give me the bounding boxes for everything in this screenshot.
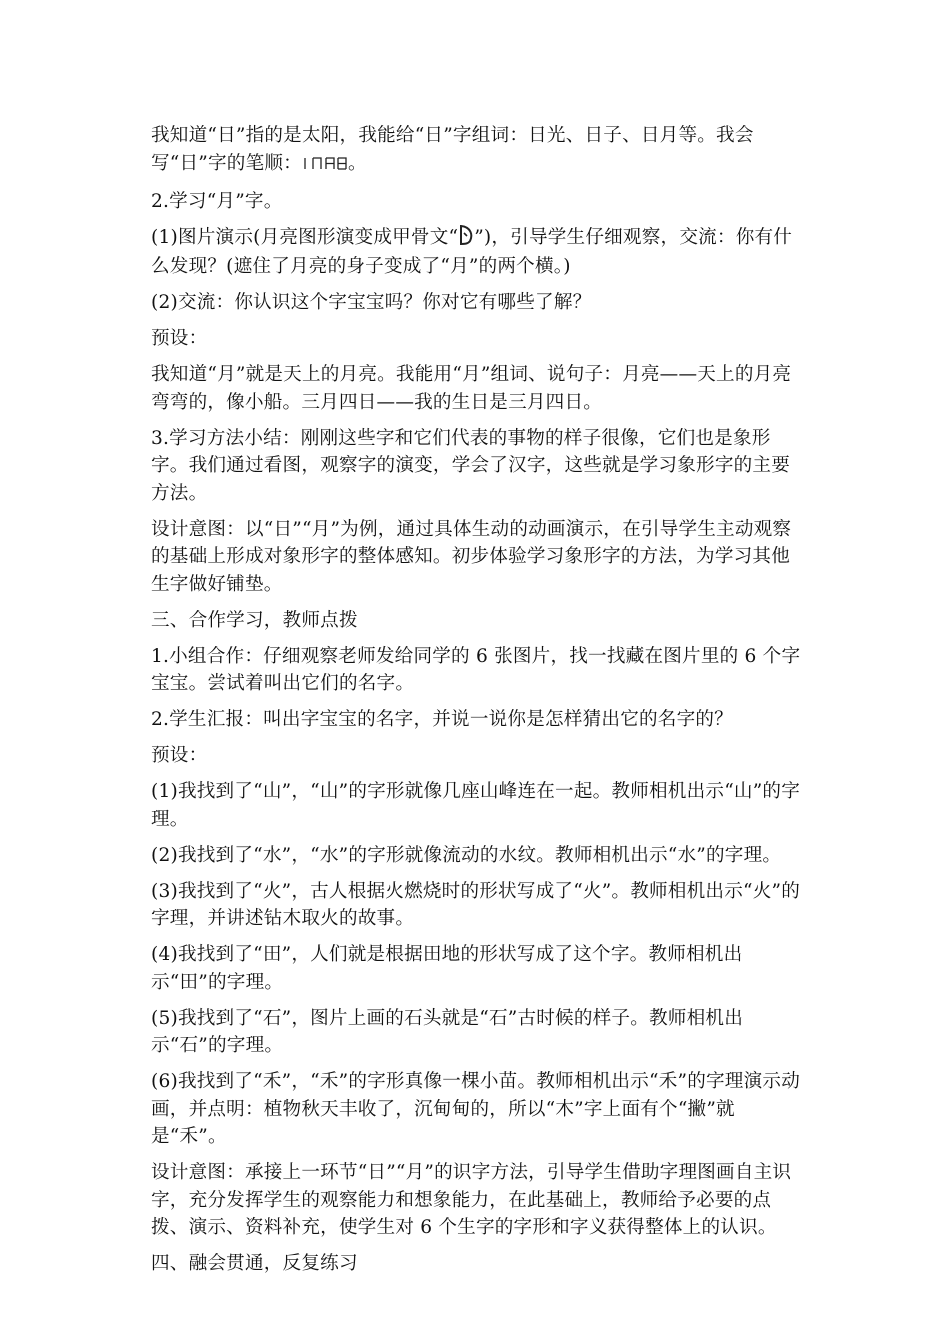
list-item-shi: (5)我找到了“石”，图片上画的石头就是“石”古时候的样子。教师相机出示“石”的字理。 — [151, 1007, 743, 1056]
paragraph-text-before: (1)图片演示(月亮图形演变成甲骨文“ — [151, 226, 459, 248]
list-item-shui: (2)我找到了“水”，“水”的字形就像流动的水纹。教师相机出示“水”的字理。 — [151, 844, 782, 866]
list-item-tian: (4)我找到了“田”，人们就是根据田地的形状写成了这个字。教师相机出示“田”的字理。 — [151, 944, 743, 993]
paragraph-student-report: 2.学生汇报：叫出字宝宝的名字，并说一说你是怎样猜出它的名字的？ — [151, 709, 733, 730]
heading-learn-yue: 2.学习“月”字。 — [151, 190, 283, 212]
paragraph-design-intent-2: 设计意图：承接上一环节“日”“月”的识字方法，引导学生借助字理图画自主识字，充分发挥学生的观察能力和想象能力，在此基础上，教师给予必要的点拨、演示、资料补充，使学生对 6 个生字的字形和字义获得整体上的认识。 — [151, 1162, 792, 1238]
list-item-shan: (1)我找到了“山”，“山”的字形就像几座山峰连在一起。教师相机出示“山”的字理。 — [151, 781, 800, 830]
list-item-huo: (3)我找到了“火”，古人根据火燃烧时的形状写成了“火”。教师相机出示“火”的字理，并讲述钻木取火的故事。 — [151, 880, 800, 929]
paragraph-yue-demo — [151, 224, 801, 281]
paragraph-group-work: 1.小组合作：仔细观察老师发给同学的 6 张图片，找一找藏在图片里的 6 个字宝宝。尝试着叫出它们的名字。 — [151, 645, 801, 694]
label-preset: 预设： — [151, 328, 208, 349]
paragraph-text-after: ”)，引导学生仔细观察，交流：你有什么发现？(遮住了月亮的身子变成了“月”的两个横。) — [151, 226, 793, 277]
section-heading-4: 四、融会贯通，反复练习 — [151, 1253, 358, 1274]
paragraph-method-summary: 3.学习方法小结：刚刚这些字和它们代表的事物的样子很像，它们也是象形字。我们通过看图，观察字的演变，学会了汉字，这些就是学习象形字的主要方法。 — [151, 427, 790, 504]
section-heading-3: 三、合作学习，教师点拨 — [151, 609, 358, 631]
label-preset: 预设： — [151, 745, 208, 766]
document-page — [151, 122, 801, 1286]
paragraph-ri-knowledge — [151, 122, 801, 179]
paragraph-design-intent-1: 设计意图：以“日”“月”为例，通过具体生动的动画演示，在引导学生主动观察的基础上形成对象形字的整体感知。初步体验学习象形字的方法，为学习其他生字做好铺垫。 — [151, 518, 792, 595]
paragraph-text: 我知道“日”指的是太阳，我能给“日”字组词：日光、日子、日月等。我会写“日”字的笔顺： — [151, 125, 754, 174]
list-item-he: (6)我找到了“禾”，“禾”的字形真像一棵小苗。教师相机出示“禾”的字理演示动画，并点明：植物秋天丰收了，沉甸甸的，所以“木”字上面有个“撇”就是“禾”。 — [151, 1071, 800, 1147]
paragraph-end-period: 。 — [347, 152, 367, 174]
paragraph-exchange: (2)交流：你认识这个字宝宝吗？你对它有哪些了解？ — [151, 292, 592, 313]
yue-oracle-bone-icon — [458, 225, 474, 254]
ri-stroke-order-icon — [302, 152, 348, 180]
paragraph-yue-knowledge: 我知道“月”就是天上的月亮。我能用“月”组词、说句子：月亮——天上的月亮弯弯的，像小船。三月四日——我的生日是三月四日。 — [151, 364, 792, 413]
